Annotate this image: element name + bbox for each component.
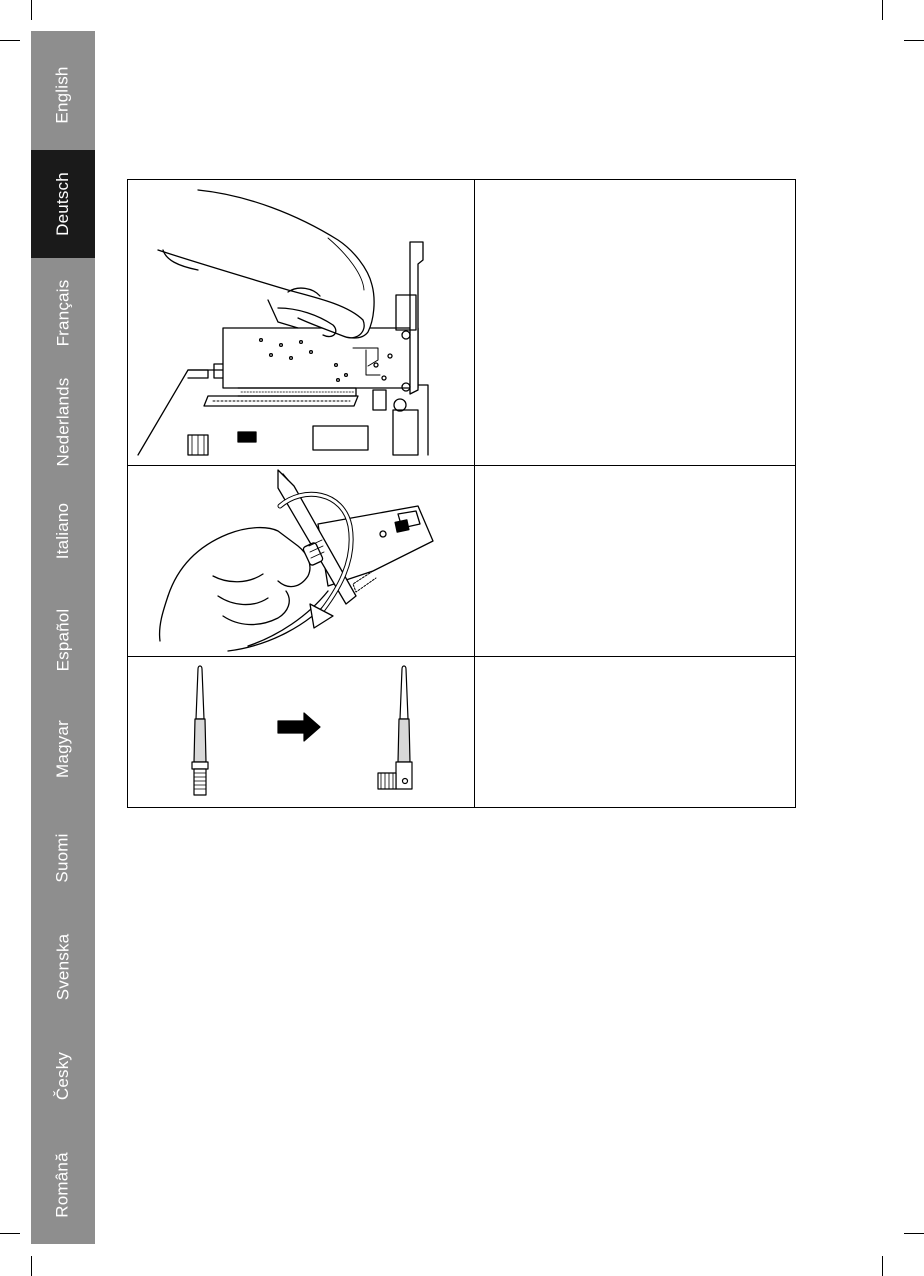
tab-francais[interactable] <box>31 259 95 367</box>
language-tabs <box>31 31 95 1244</box>
tab-cesky[interactable] <box>31 1022 95 1130</box>
crop-mark-bottom-right-h <box>904 1233 924 1234</box>
tab-label: English <box>52 66 72 124</box>
tab-label: Italiano <box>52 502 72 560</box>
crop-mark-top-right-v <box>882 0 883 20</box>
tab-label: Magyar <box>52 720 72 778</box>
tab-italiano[interactable] <box>31 477 95 585</box>
antenna-fold-illustration <box>128 657 474 807</box>
tab-label: Česky <box>52 1051 72 1101</box>
crop-mark-bottom-left-h <box>0 1233 20 1234</box>
tab-english[interactable] <box>31 41 95 149</box>
tab-label: Español <box>53 608 72 672</box>
tab-romana[interactable] <box>31 1131 95 1239</box>
instruction-table <box>127 179 796 808</box>
tab-label: Français <box>53 279 73 347</box>
crop-mark-top-right-h <box>904 40 924 41</box>
step-3-description <box>475 657 795 807</box>
tab-espanol[interactable] <box>31 586 95 694</box>
right-arrow-icon <box>278 713 320 741</box>
step-1-description <box>475 180 795 465</box>
crop-mark-bottom-left-v <box>31 1256 32 1276</box>
tab-suomi[interactable] <box>31 804 95 912</box>
tab-label: Nederlands <box>53 377 73 467</box>
tab-label: Svenska <box>53 933 73 1001</box>
antenna-screw-on-illustration <box>128 466 474 656</box>
pci-card-insertion-illustration <box>128 180 474 465</box>
tab-nederlands[interactable] <box>31 368 95 476</box>
step-2-description <box>475 466 795 656</box>
tab-label: Suomi <box>53 833 72 883</box>
tab-deutsch[interactable] <box>31 150 95 258</box>
crop-mark-top-left-h <box>0 40 20 41</box>
crop-mark-top-left-v <box>31 0 32 20</box>
tab-magyar[interactable] <box>31 695 95 803</box>
tab-label: Română <box>53 1152 72 1218</box>
tab-svenska[interactable] <box>31 913 95 1021</box>
crop-mark-bottom-right-v <box>882 1256 883 1276</box>
tab-label: Deutsch <box>52 172 72 236</box>
